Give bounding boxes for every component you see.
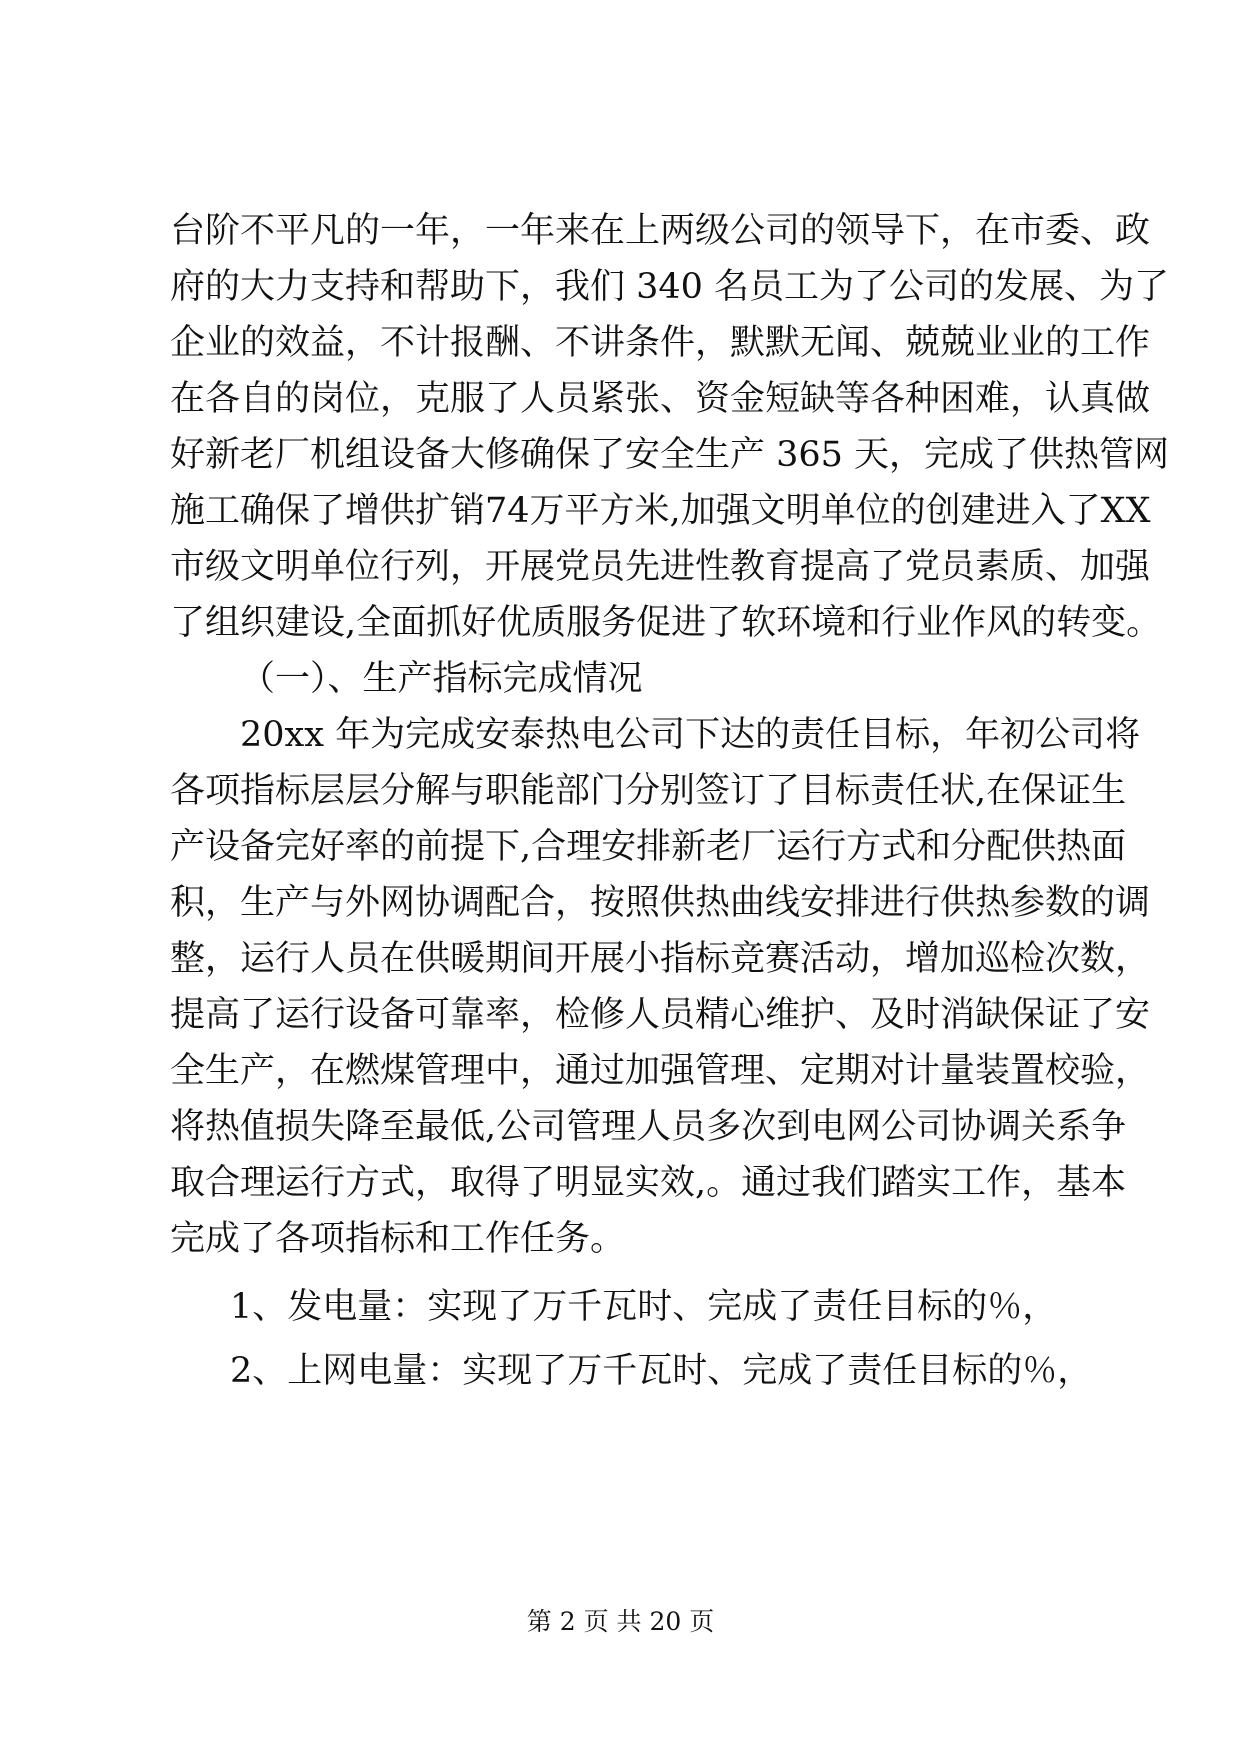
paragraph-line: 企业的效益，不计报酬、不讲条件，默默无闻、兢兢业业的工作 [170, 323, 1151, 363]
paragraph-line: 整，运行人员在供暖期间开展小指标竞赛活动，增加巡检次数， [170, 939, 1151, 979]
section-heading: （一）、生产指标完成情况 [240, 659, 643, 699]
paragraph-line: 取合理运行方式，取得了明显实效,。通过我们踏实工作，基本 [170, 1163, 1127, 1203]
list-item: 2、上网电量：实现了万千瓦时、完成了责任目标的％， [230, 1351, 1093, 1391]
paragraph-line: 产设备完好率的前提下,合理安排新老厂运行方式和分配供热面 [170, 827, 1127, 867]
paragraph-line: 将热值损失降至最低,公司管理人员多次到电网公司协调关系争 [170, 1107, 1127, 1147]
paragraph-line: 20xx 年为完成安泰热电公司下达的责任目标，年初公司将 [240, 715, 1141, 755]
paragraph-line: 积，生产与外网协调配合，按照供热曲线安排进行供热参数的调 [170, 883, 1151, 923]
paragraph-line: 提高了运行设备可靠率，检修人员精心维护、及时消缺保证了安 [170, 995, 1151, 1035]
paragraph-line: 完成了各项指标和工作任务。 [170, 1219, 626, 1259]
page-number-footer: 第 2 页 共 20 页 [526, 1607, 715, 1636]
paragraph-line: 在各自的岗位，克服了人员紧张、资金短缺等各种困难，认真做 [170, 379, 1151, 419]
paragraph-line: 市级文明单位行列，开展党员先进性教育提高了党员素质、加强 [170, 547, 1151, 587]
paragraph-line: 施工确保了增供扩销74万平方米,加强文明单位的创建进入了XX [170, 491, 1151, 531]
paragraph-line: 府的大力支持和帮助下，我们 340 名员工为了公司的发展、为了 [170, 267, 1170, 307]
paragraph-line: 台阶不平凡的一年，一年来在上两级公司的领导下，在市委、政 [170, 211, 1151, 251]
paragraph-line: 好新老厂机组设备大修确保了安全生产 365 天，完成了供热管网 [170, 435, 1170, 475]
paragraph-line: 了组织建设,全面抓好优质服务促进了软环境和行业作风的转变。 [170, 603, 1162, 643]
paragraph-line: 各项指标层层分解与职能部门分别签订了目标责任状,在保证生 [170, 771, 1127, 811]
paragraph-line: 全生产，在燃煤管理中，通过加强管理、定期对计量装置校验， [170, 1051, 1151, 1091]
list-item: 1、发电量：实现了万千瓦时、完成了责任目标的％， [230, 1287, 1058, 1327]
